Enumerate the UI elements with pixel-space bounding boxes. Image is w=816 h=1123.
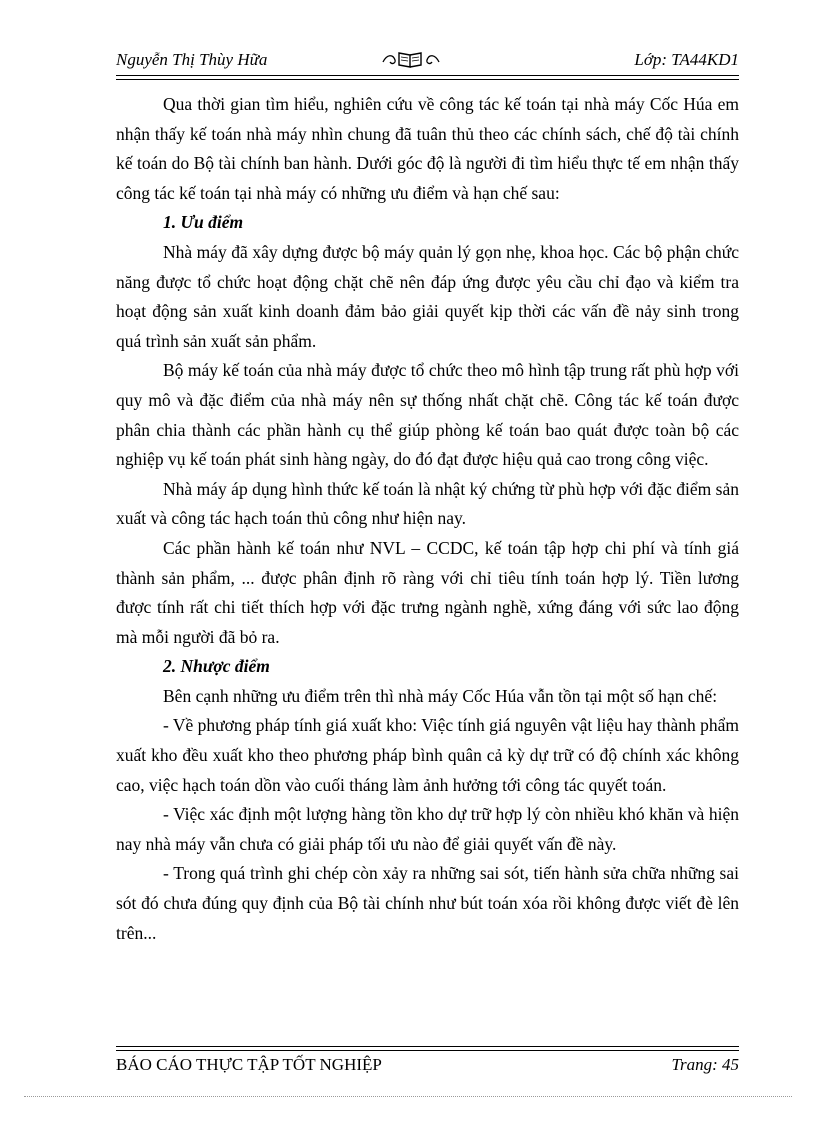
section-heading-disadvantages: 2. Nhược điểm: [163, 656, 270, 677]
paragraph: Bộ máy kế toán của nhà máy được tổ chức theo mô hình tập trung rất phù hợp với quy mô và đặc điểm của nhà máy nên sự thống nhất chặt chẽ. Công tác kế toán được phân chia thành các phần hành cụ thể giúp phòng kế toán bao quát được toàn bộ các nghiệp vụ kế toán phát sinh hàng ngày, do đó đạt được hiệu quả cao trong công việc.: [116, 360, 739, 470]
footer-rule: [116, 1046, 739, 1051]
paragraph: Các phần hành kế toán như NVL – CCDC, kế toán tập hợp chi phí và tính giá thành sản phẩm, ... được phân định rõ ràng với chỉ tiêu tính toán hợp lý. Tiền lương được tính rất chi tiết thích hợp với đặc trưng ngành nghề, xứng đáng với sức lao động mà mỗi người đã bỏ ra.: [116, 537, 739, 647]
paragraph: - Việc xác định một lượng hàng tồn kho dự trữ hợp lý còn nhiều khó khăn và hiện nay nhà máy vẫn chưa có giải pháp tối ưu nào để giải quyết vấn đề này.: [116, 804, 739, 854]
page-boundary-line: [24, 1096, 792, 1097]
page-footer: [116, 1053, 739, 1079]
author-name: Nguyễn Thị Thùy Hữa: [116, 50, 268, 69]
paragraph: Bên cạnh những ưu điểm trên thì nhà máy Cốc Húa vẫn tồn tại một số hạn chế:: [163, 685, 718, 706]
report-title: BÁO CÁO THỰC TẬP TỐT NGHIỆP: [116, 1055, 382, 1074]
paragraph: - Trong quá trình ghi chép còn xảy ra những sai sót, tiến hành sửa chữa những sai sót đó chưa đúng quy định của Bộ tài chính như bút toán xóa rồi không được viết đè lên trên...: [116, 863, 739, 943]
book-ornament-icon: [381, 48, 441, 70]
paragraph: Nhà máy áp dụng hình thức kế toán là nhật ký chứng từ phù hợp với đặc điểm sản xuất và công tác hạch toán thủ công như hiện nay.: [116, 478, 739, 529]
section-heading-advantages: 1. Ưu điểm: [163, 212, 244, 233]
paragraph: Nhà máy đã xây dựng được bộ máy quản lý gọn nhẹ, khoa học. Các bộ phận chức năng được tổ chức hoạt động chặt chẽ nên đáp ứng được yêu cầu chỉ đạo và kiểm tra hoạt động sản xuất kinh doanh đảm bảo giải quyết kịp thời các vấn đề nảy sinh trong quá trình sản xuất sản phẩm.: [116, 241, 739, 351]
class-code: Lớp: TA44KD1: [634, 50, 739, 69]
header-rule: [116, 75, 739, 80]
paragraph-intro: Qua thời gian tìm hiểu, nghiên cứu về công tác kế toán tại nhà máy Cốc Húa em nhận thấy kế toán nhà máy nhìn chung đã tuân thủ theo các chính sách, chế độ tài chính kế toán do Bộ tài chính ban hành. Dưới góc độ là người đi tìm hiểu thực tế em nhận thấy công tác kế toán tại nhà máy có những ưu điểm và hạn chế sau:: [116, 94, 739, 203]
page-header: [116, 48, 739, 74]
page-number: Trang: 45: [671, 1055, 739, 1074]
paragraph: - Về phương pháp tính giá xuất kho: Việc tính giá nguyên vật liệu hay thành phẩm xuất kho đều xuất kho theo phương pháp bình quân cả kỳ dự trữ có độ chính xác không cao, việc hạch toán dồn vào cuối tháng làm ảnh hưởng tới công tác quyết toán.: [116, 715, 739, 795]
document-body: [116, 90, 739, 948]
